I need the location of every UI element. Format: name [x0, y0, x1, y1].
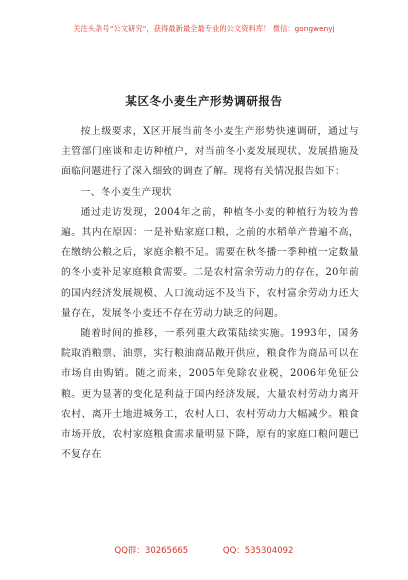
intro-paragraph: 按上级要求，X区开展当前冬小麦生产形势快速调研，通过与主管部门座谈和走访种植户，对当前冬小麦发展现状、发展措施及面临问题进行了深入细致的调查了解。现将有关情况报告如下：: [61, 126, 359, 178]
body-paragraph: 通过走访发现，2004年之前，种植冬小麦的种植行为较为普遍。其内在原因：一是补贴家庭口粮，之前的水稻单产普遍不高，在缴纳公粮之后，家庭余粮不足。需要在秋冬播一季种植一定数量的冬小麦补足家庭粮食需要。二是农村富余劳动力的存在，20年前的国内经济发展规模、人口流动远不及当下，农村富余劳动力还大量存在，发展冬小麦还不存在劳动力缺乏的问题。: [61, 206, 359, 319]
qq-group-number: QQ群：30265665: [114, 546, 189, 556]
document-body: [61, 122, 359, 465]
body-paragraph: 随着时间的推移，一系列重大政策陆续实施。1993年，国务院取消粮票、油票，实行粮油商品敞开供应，粮食作为商品可以在市场自由购销。随之而来，2005年免除农业税，2006年免征公粮。更为显著的变化是利益于国内经济发展，大量农村劳动力离开农村、离开土地进城务工，农村人口、农村劳动力大幅减少。粮食市场开放，农村家庭粮食需求量明显下降，原有的家庭口粮问题已不复存在: [61, 328, 359, 461]
qq-number: QQ：535304092: [222, 546, 294, 556]
section-heading: 一、冬小麦生产现状: [80, 186, 172, 198]
document-title: 某区冬小麦生产形势调研报告: [125, 94, 283, 108]
page-header-banner: 关注头条号“公文研究”，获得最新最全最专业的公文资料库！ 微信：gongwenyj: [73, 24, 335, 33]
page-footer: [0, 544, 408, 556]
